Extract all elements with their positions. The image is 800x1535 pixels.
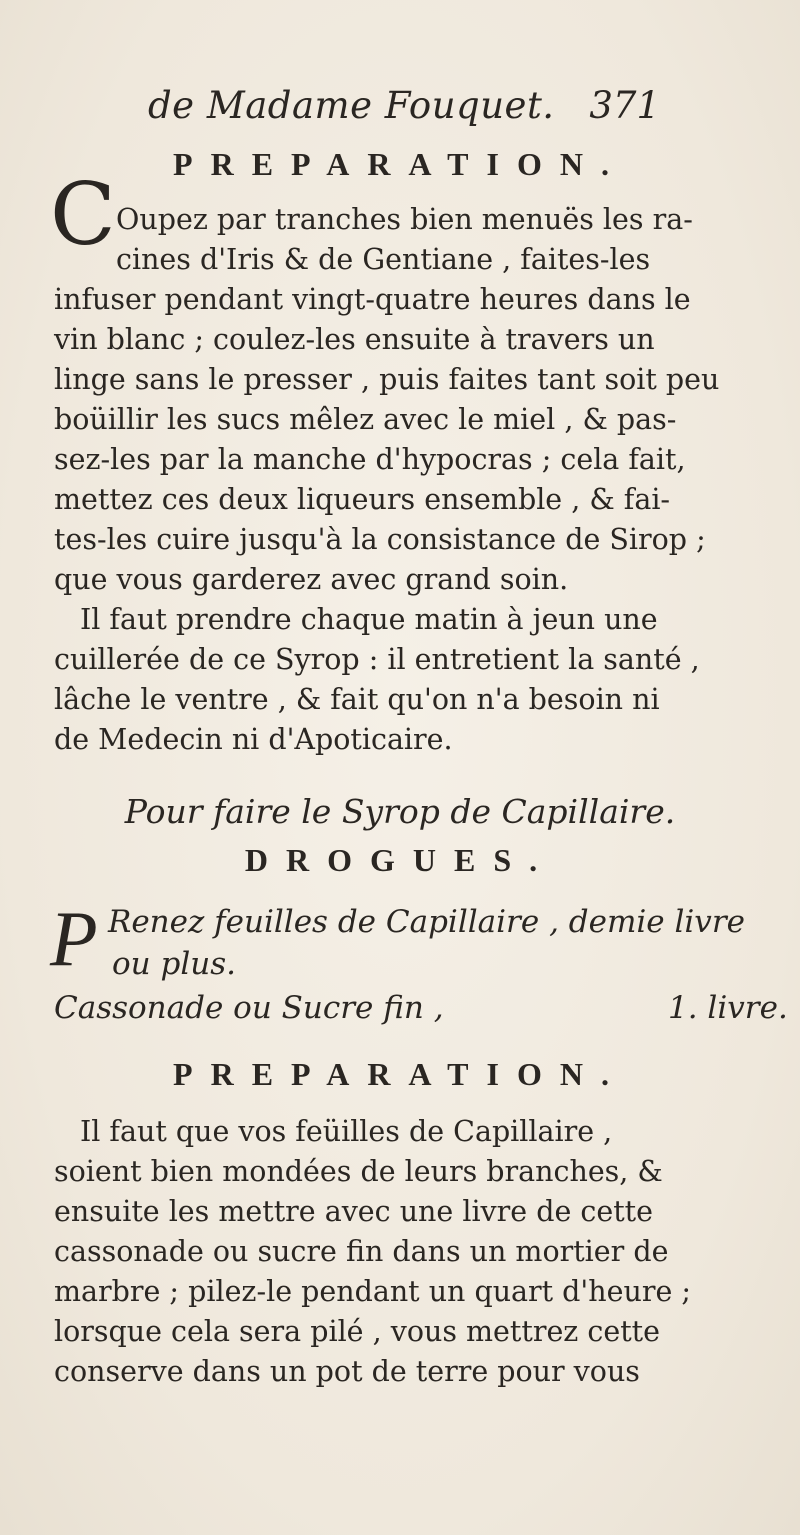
text-line: sez-les par la manche d'hypocras ; cela fait,	[54, 443, 686, 476]
text-line: Il faut prendre chaque matin à jeun une	[80, 603, 658, 636]
drop-cap-c: C	[50, 165, 116, 265]
text-line: boüillir les sucs mêlez avec le miel , & pas-	[54, 403, 677, 436]
text-line: tes-les cuire jusqu'à la consistance de Sirop ;	[54, 523, 706, 556]
text-line: cines d'Iris & de Gentiane , faites-les	[116, 243, 651, 276]
paragraph-1	[54, 200, 774, 760]
drop-cap-p: P	[50, 895, 98, 982]
text-line: marbre ; pilez-le pendant un quart d'heure ;	[54, 1275, 691, 1308]
running-head-title: de Madame Fouquet.	[148, 84, 555, 127]
text-line: de Medecin ni d'Apoticaire.	[54, 723, 453, 756]
text-line: ensuite les mettre avec une livre de cette	[54, 1195, 653, 1228]
text-line: conserve dans un pot de terre pour vous	[54, 1355, 640, 1388]
ingredient-cassonade: Cassonade ou Sucre fin ,	[54, 990, 444, 1026]
preparation-heading-1: PREPARATION.	[173, 146, 627, 182]
ingredient-capillaire-cont: ou plus.	[112, 946, 236, 982]
text-line: soient bien mondées de leurs branches, &	[54, 1155, 663, 1188]
text-line: vin blanc ; coulez-les ensuite à travers un	[54, 323, 655, 356]
drogues-heading: DROGUES.	[244, 842, 556, 878]
ingredient-quantity: 1. livre.	[668, 990, 788, 1026]
page-number: 371	[589, 84, 660, 127]
text-line: Oupez par tranches bien menuës les ra-	[116, 203, 693, 236]
running-head	[140, 84, 660, 136]
text-line: lâche le ventre , & fait qu'on n'a besoin ni	[54, 683, 660, 716]
text-line: cuillerée de ce Syrop : il entretient la santé ,	[54, 643, 700, 676]
text-line: infuser pendant vingt-quatre heures dans le	[54, 283, 691, 316]
text-line: Il faut que vos feüilles de Capillaire ,	[80, 1115, 613, 1148]
text-line: linge sans le presser , puis faites tant soit peu	[54, 363, 720, 396]
text-line: que vous garderez avec grand soin.	[54, 563, 569, 596]
text-line: cassonade ou sucre fin dans un mortier de	[54, 1235, 669, 1268]
ingredient-capillaire: Renez feuilles de Capillaire , demie livre	[108, 904, 745, 940]
text-line: lorsque cela sera pilé , vous mettrez cette	[54, 1315, 660, 1348]
paragraph-2	[54, 1112, 774, 1392]
recipe-title: Pour faire le Syrop de Capillaire.	[124, 792, 676, 831]
text-line: mettez ces deux liqueurs ensemble , & fai-	[54, 483, 671, 516]
preparation-heading-2: PREPARATION.	[173, 1056, 627, 1092]
